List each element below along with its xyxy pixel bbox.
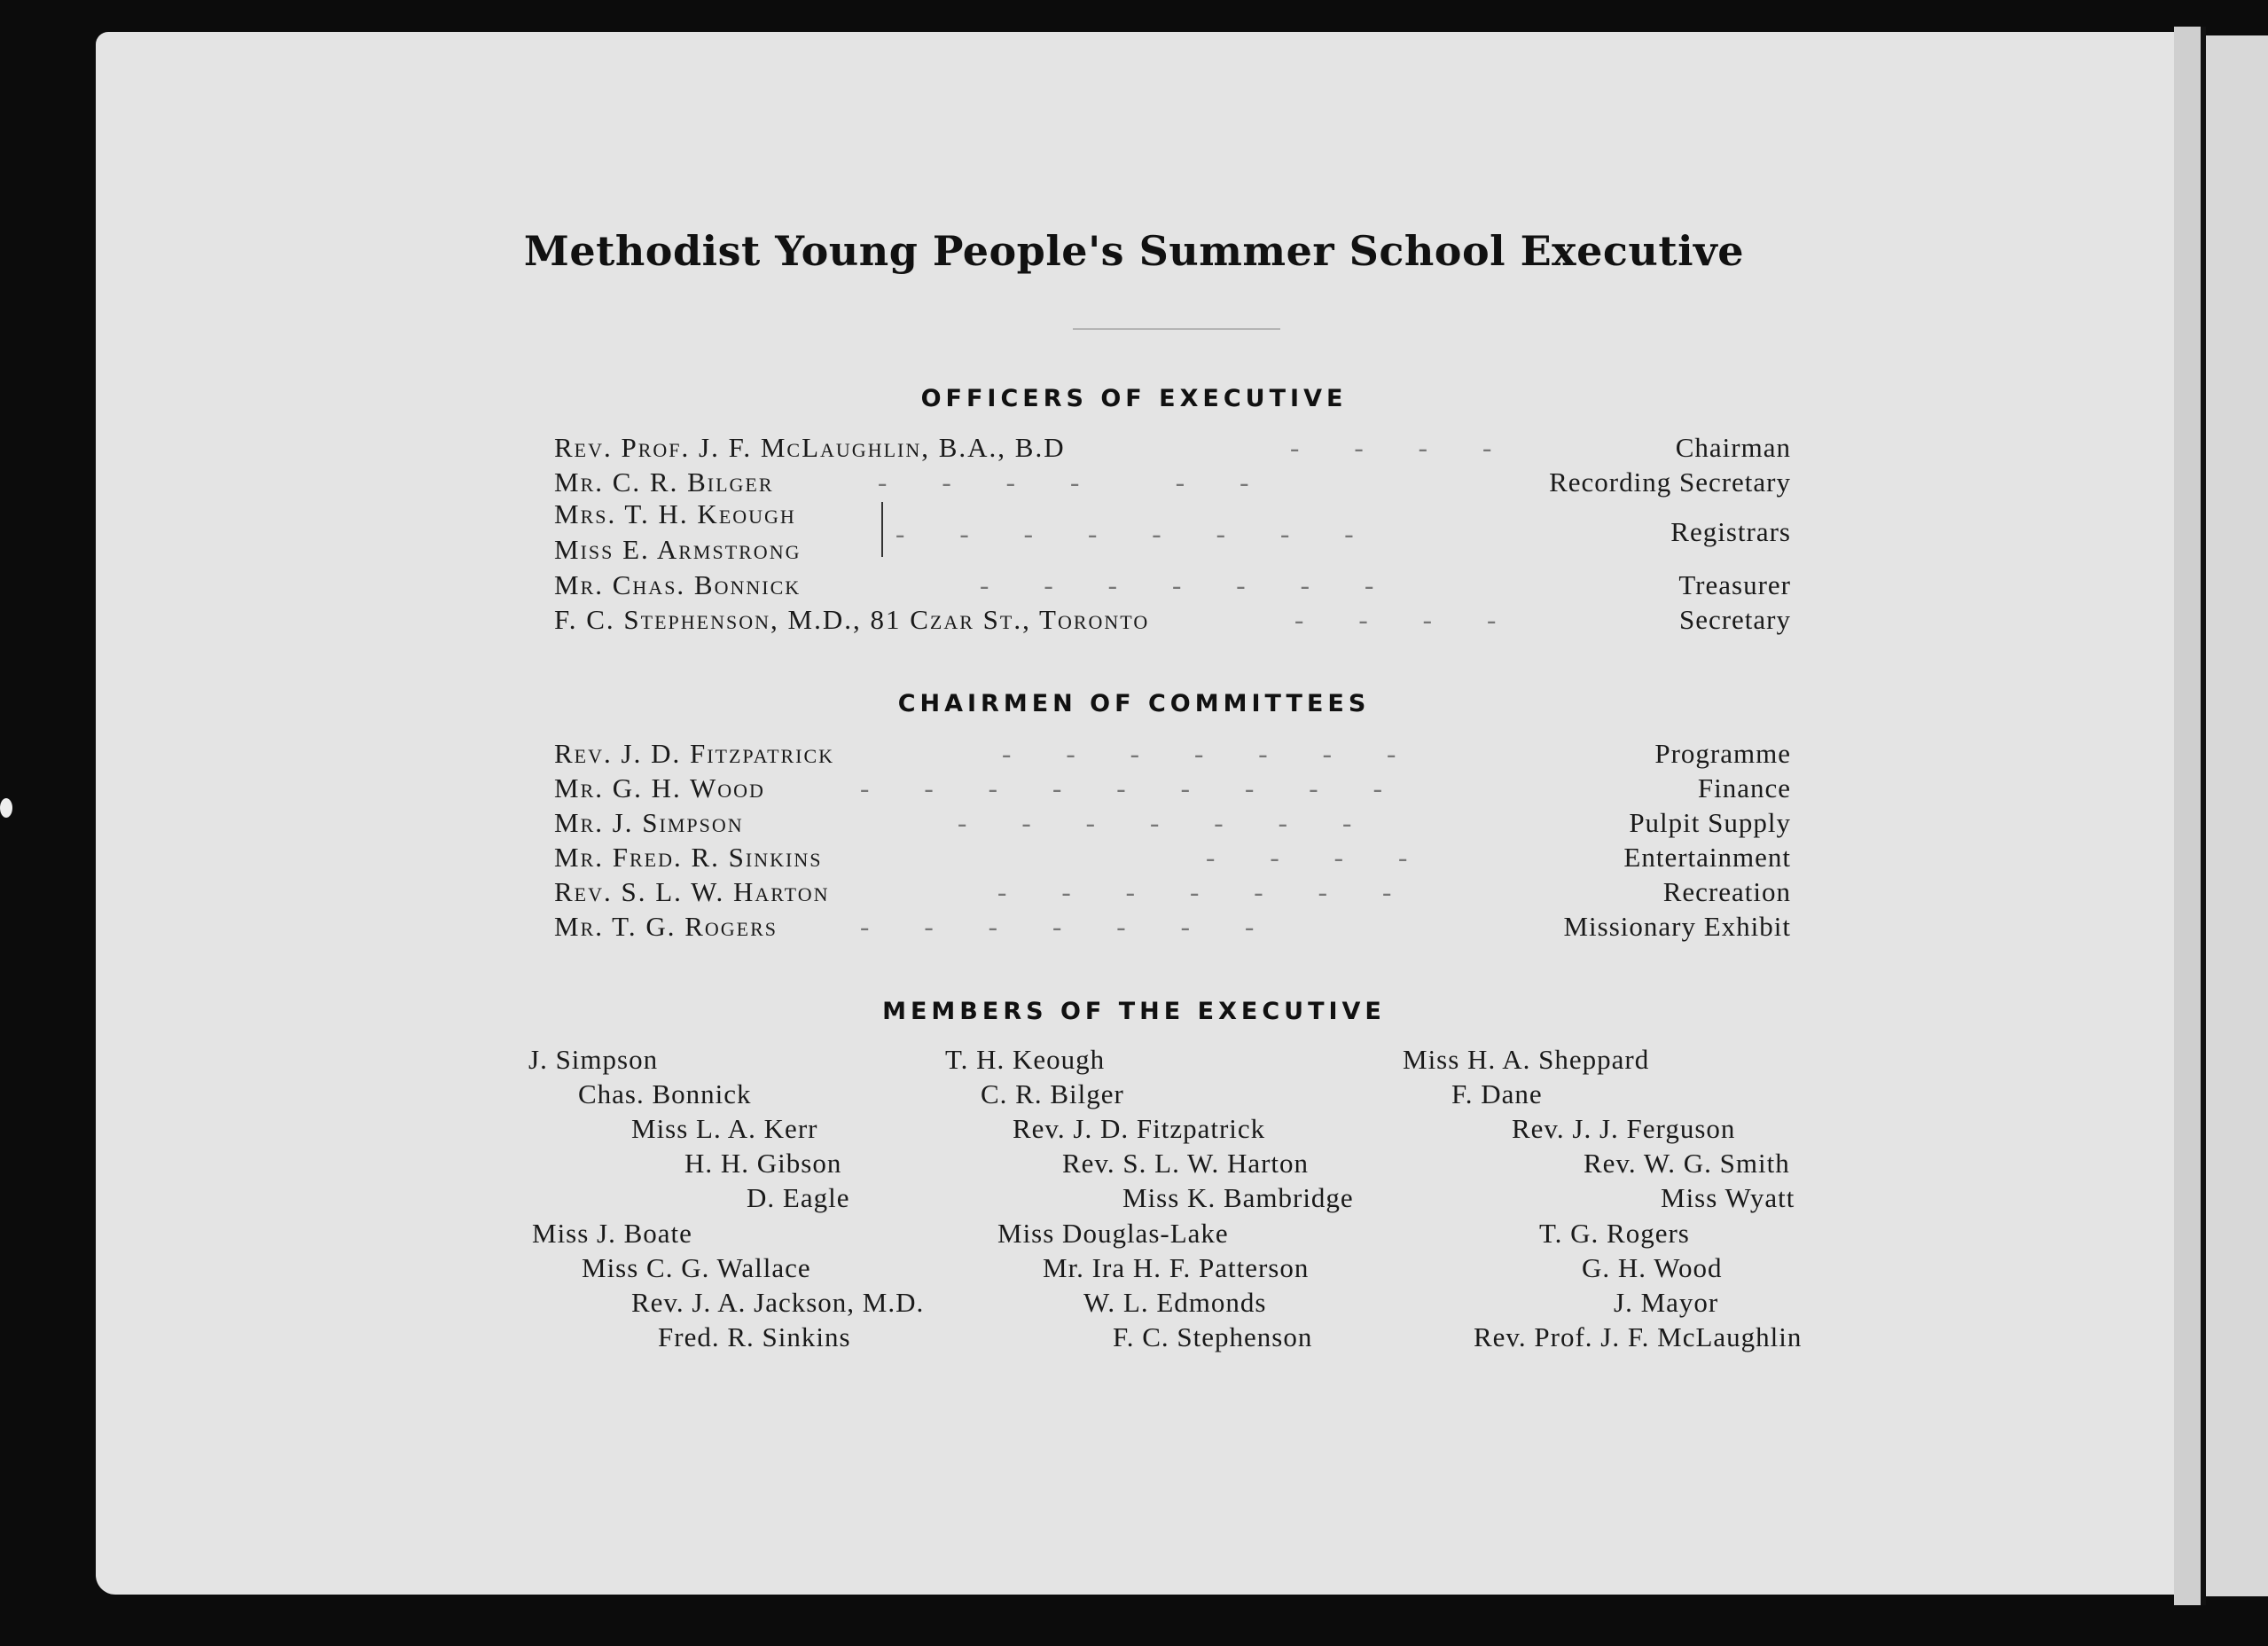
officer-role: Registrars bbox=[1670, 516, 1791, 547]
committee-row bbox=[554, 737, 1791, 771]
committee-row bbox=[554, 772, 1791, 805]
member-name: Rev. S. L. W. Harton bbox=[1062, 1148, 1310, 1179]
officer-name: Miss E. Armstrong bbox=[554, 534, 802, 565]
scan-speck bbox=[0, 798, 12, 818]
dot-leader: - - - - bbox=[1290, 432, 1492, 463]
committee-name: Finance bbox=[1697, 772, 1791, 803]
member-name: Miss C. G. Wallace bbox=[582, 1252, 811, 1283]
member-name: Rev. J. A. Jackson, M.D. bbox=[631, 1287, 925, 1318]
member-name: Miss L. A. Kerr bbox=[631, 1113, 818, 1144]
committees-heading: CHAIRMEN OF COMMITTEES bbox=[897, 690, 1371, 717]
dot-leader: - - - - - - - - - bbox=[860, 772, 1382, 803]
dot-leader: - - - - - - - bbox=[997, 876, 1392, 907]
officer-name: Rev. Prof. J. F. McLaughlin, B.A., B.D bbox=[554, 432, 1066, 463]
member-name: F. C. Stephenson bbox=[1113, 1321, 1313, 1352]
officer-row bbox=[554, 431, 1791, 465]
committee-name: Recreation bbox=[1662, 876, 1791, 907]
member-name: Chas. Bonnick bbox=[578, 1078, 752, 1109]
member-name: T. G. Rogers bbox=[1539, 1218, 1690, 1249]
dot-leader: - - - - - - - bbox=[1002, 738, 1396, 769]
member-name: Miss Wyatt bbox=[1661, 1182, 1795, 1213]
committee-chair-name: Rev. J. D. Fitzpatrick bbox=[554, 738, 835, 769]
committee-name: Programme bbox=[1654, 738, 1791, 769]
member-name: W. L. Edmonds bbox=[1083, 1287, 1267, 1318]
committee-row bbox=[554, 875, 1791, 909]
member-name: Rev. J. J. Ferguson bbox=[1512, 1113, 1736, 1144]
officer-name: F. C. Stephenson, M.D., 81 Czar St., Toronto bbox=[554, 604, 1150, 635]
committee-chair-name: Mr. T. G. Rogers bbox=[554, 911, 778, 942]
member-name: Miss K. Bambridge bbox=[1122, 1182, 1354, 1213]
committee-chair-name: Mr. J. Simpson bbox=[554, 807, 744, 838]
member-name: H. H. Gibson bbox=[684, 1148, 842, 1179]
member-name: Miss J. Boate bbox=[532, 1218, 692, 1249]
officer-role: Treasurer bbox=[1678, 569, 1791, 600]
member-name: Rev. J. D. Fitzpatrick bbox=[1013, 1113, 1266, 1144]
dot-leader: - - - - - - - bbox=[958, 807, 1352, 838]
member-name: D. Eagle bbox=[747, 1182, 850, 1213]
member-name: Miss Douglas-Lake bbox=[997, 1218, 1229, 1249]
committee-name: Entertainment bbox=[1623, 842, 1791, 873]
title-divider bbox=[1073, 328, 1280, 330]
committee-row bbox=[554, 806, 1791, 840]
member-name: Mr. Ira H. F. Patterson bbox=[1043, 1252, 1310, 1283]
dot-leader: - - - - - - - - bbox=[895, 518, 1354, 549]
members-heading: MEMBERS OF THE EXECUTIVE bbox=[882, 998, 1386, 1025]
officer-name: Mr. C. R. Bilger bbox=[554, 466, 774, 498]
member-name: J. Mayor bbox=[1614, 1287, 1719, 1318]
dot-leader: - - - - - - - bbox=[980, 569, 1374, 600]
officer-row bbox=[554, 466, 1791, 499]
committee-row bbox=[554, 841, 1791, 874]
committee-chair-name: Mr. G. H. Wood bbox=[554, 772, 765, 803]
member-name: C. R. Bilger bbox=[981, 1078, 1124, 1109]
committee-name: Pulpit Supply bbox=[1629, 807, 1791, 838]
member-name: F. Dane bbox=[1451, 1078, 1543, 1109]
registrar-bracket bbox=[876, 502, 883, 557]
committee-row bbox=[554, 910, 1791, 944]
officer-role: Secretary bbox=[1678, 604, 1791, 635]
officers-heading: OFFICERS OF EXECUTIVE bbox=[920, 385, 1348, 412]
page-title: Methodist Young People's Summer School Executive bbox=[523, 227, 1745, 275]
dot-leader: - - - - bbox=[1294, 604, 1497, 635]
member-name: G. H. Wood bbox=[1582, 1252, 1723, 1283]
dot-leader: - - - - - - bbox=[878, 466, 1249, 498]
member-name: T. H. Keough bbox=[945, 1044, 1106, 1075]
officer-role: Chairman bbox=[1675, 432, 1791, 463]
member-name: Rev. Prof. J. F. McLaughlin bbox=[1474, 1321, 1803, 1352]
dot-leader: - - - - bbox=[1206, 842, 1408, 873]
member-name: J. Simpson bbox=[528, 1044, 659, 1075]
registrar-names bbox=[554, 497, 801, 568]
officer-name: Mr. Chas. Bonnick bbox=[554, 569, 802, 600]
officer-row bbox=[554, 603, 1791, 637]
member-name: Rev. W. G. Smith bbox=[1584, 1148, 1790, 1179]
dot-leader: - - - - - - - bbox=[860, 911, 1255, 942]
member-name: Fred. R. Sinkins bbox=[658, 1321, 851, 1352]
member-name: Miss H. A. Sheppard bbox=[1403, 1044, 1650, 1075]
committee-chair-name: Mr. Fred. R. Sinkins bbox=[554, 842, 823, 873]
officer-name: Mrs. T. H. Keough bbox=[554, 498, 796, 529]
committee-chair-name: Rev. S. L. W. Harton bbox=[554, 876, 830, 907]
officer-role: Recording Secretary bbox=[1549, 466, 1791, 498]
officer-row bbox=[554, 568, 1791, 602]
committee-name: Missionary Exhibit bbox=[1563, 911, 1791, 942]
